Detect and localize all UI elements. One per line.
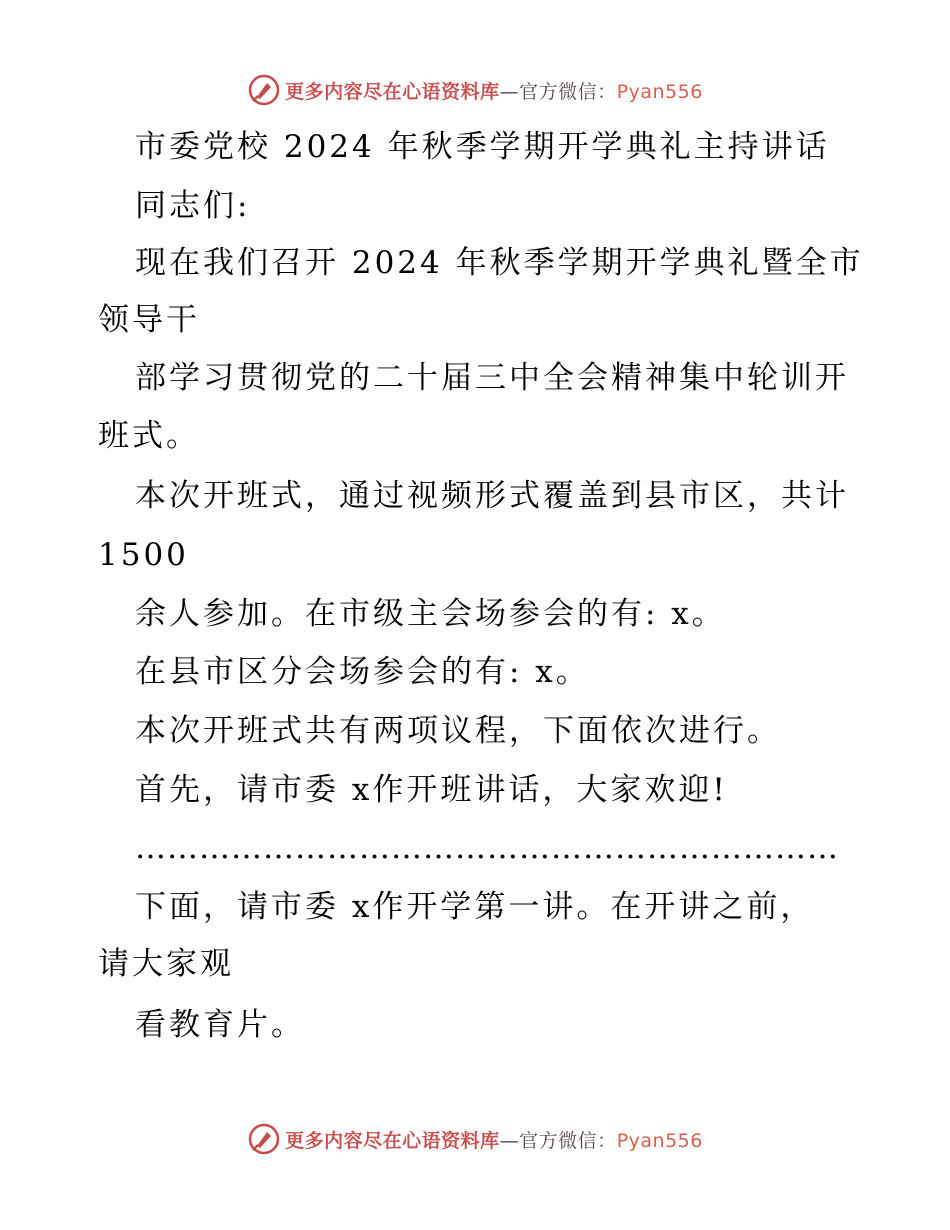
watermark-text bbox=[285, 77, 703, 104]
pen-nib-icon bbox=[247, 1122, 281, 1156]
watermark-separator: — bbox=[499, 80, 520, 103]
pen-nib-icon bbox=[247, 73, 281, 107]
paragraph-line: 看教育片。 bbox=[135, 1007, 305, 1043]
ellipsis-line: ………………………………………………………… bbox=[135, 830, 839, 866]
document-title: 市委党校 2024 年秋季学期开学典礼主持讲话 bbox=[135, 129, 830, 165]
paragraph-line: 请大家观 bbox=[98, 946, 234, 982]
paragraph-line: 1500 bbox=[98, 537, 189, 573]
watermark-sub: 官方微信： bbox=[519, 1129, 617, 1152]
watermark-id: Pyan556 bbox=[616, 1129, 703, 1152]
paragraph-line: 本次开班式共有两项议程，下面依次进行。 bbox=[135, 713, 781, 749]
paragraph-line: 班式。 bbox=[98, 418, 200, 454]
watermark-main: 更多内容尽在心语资料库 bbox=[285, 80, 500, 103]
paragraph-line: 下面，请市委 x作开学第一讲。在开讲之前， bbox=[135, 889, 815, 925]
header-watermark bbox=[0, 70, 950, 110]
paragraph-line: 现在我们召开 2024 年秋季学期开学典礼暨全市 bbox=[135, 245, 864, 281]
paragraph-line: 领导干 bbox=[98, 302, 200, 338]
paragraph-line: 本次开班式，通过视频形式覆盖到县市区，共计 bbox=[135, 478, 849, 514]
salutation: 同志们: bbox=[135, 188, 251, 224]
watermark-sub: 官方微信： bbox=[519, 80, 617, 103]
watermark-separator: — bbox=[499, 1129, 520, 1152]
paragraph-line: 在县市区分会场参会的有: x。 bbox=[135, 654, 590, 690]
footer-watermark bbox=[0, 1119, 950, 1159]
watermark-main: 更多内容尽在心语资料库 bbox=[285, 1129, 500, 1152]
watermark-text bbox=[285, 1126, 703, 1153]
watermark-id: Pyan556 bbox=[616, 80, 703, 103]
paragraph-line: 部学习贯彻党的二十届三中全会精神集中轮训开 bbox=[135, 360, 849, 396]
paragraph-line: 首先，请市委 x作开班讲话，大家欢迎! bbox=[135, 772, 728, 808]
paragraph-line: 余人参加。在市级主会场参会的有: x。 bbox=[135, 596, 726, 632]
